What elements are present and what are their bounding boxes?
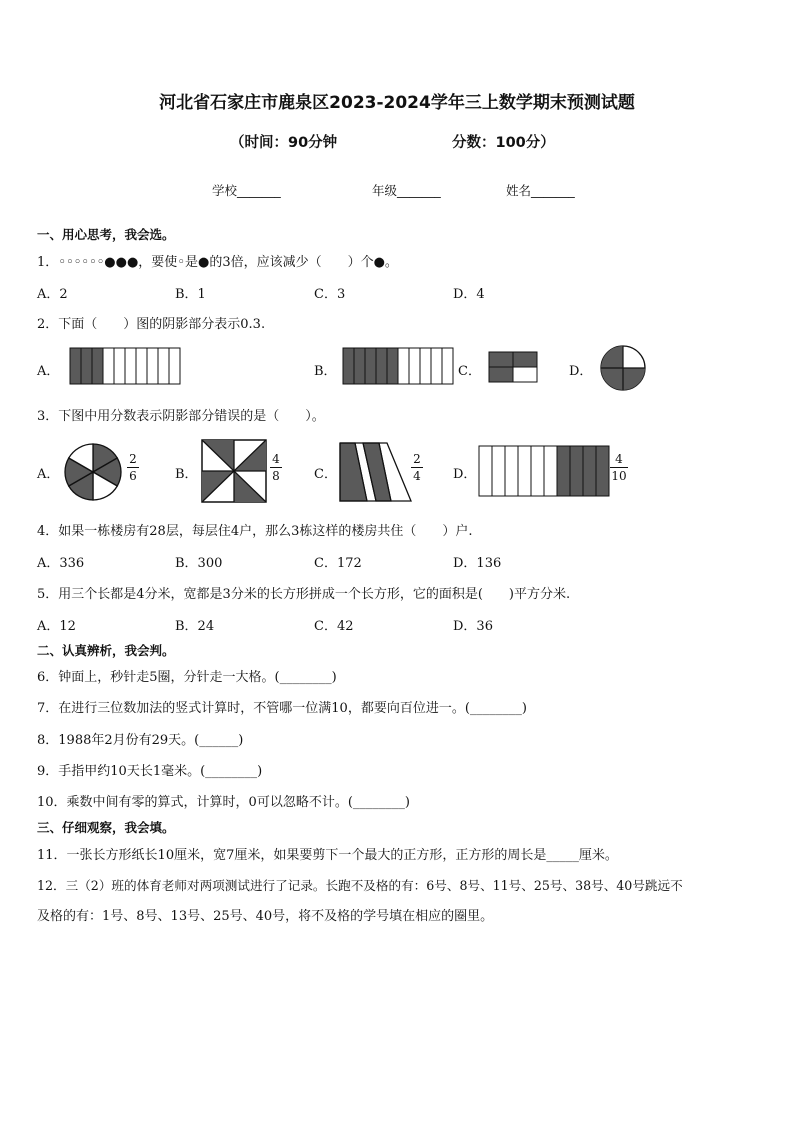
q5-option-b[interactable]: B．24 xyxy=(175,619,215,634)
strip-cell xyxy=(147,348,158,384)
strip-cell xyxy=(354,348,365,384)
strip-cell xyxy=(125,348,136,384)
question-3-text: 3．下图中用分数表示阴影部分错误的是（ ）。 xyxy=(37,409,325,424)
question-10-text: 10．乘数中间有零的算式，计算时，0可以忽略不计。(________) xyxy=(37,795,410,810)
strip-cell xyxy=(583,446,596,496)
strip-cell xyxy=(479,446,492,496)
strip-cell xyxy=(570,446,583,496)
question-2-text: 2．下面（ ）图的阴影部分表示0.3. xyxy=(37,317,266,332)
q3-fraction-d-num: 4 xyxy=(615,452,623,466)
q2-figure-b xyxy=(341,346,455,386)
strip-cell xyxy=(70,348,81,384)
grade-field[interactable]: 年级_______ xyxy=(372,183,441,198)
strip-cell xyxy=(409,348,420,384)
q3-fraction-a-num: 2 xyxy=(129,452,137,466)
q3-figure-a xyxy=(63,442,123,502)
q3-label-c[interactable]: C． xyxy=(314,467,337,482)
question-5-text: 5．用三个长都是4分米，宽都是3分米的长方形拼成一个长方形，它的面积是( )平方分米. xyxy=(37,587,571,602)
section-3-heading: 三、仔细观察，我会填。 xyxy=(37,820,175,835)
q3-fraction-b-den: 8 xyxy=(272,469,280,483)
q3-fraction-c xyxy=(411,452,423,483)
strip-cell xyxy=(103,348,114,384)
q4-option-a[interactable]: A．336 xyxy=(37,556,85,571)
strip-cell xyxy=(518,446,531,496)
q4-option-b[interactable]: B．300 xyxy=(175,556,223,571)
strip-cell xyxy=(544,446,557,496)
question-11-text: 11．一张长方形纸长10厘米，宽7厘米，如果要剪下一个最大的正方形，正方形的周长是_____厘米。 xyxy=(37,848,618,863)
strip-cell xyxy=(136,348,147,384)
strip-cell xyxy=(169,348,180,384)
q2-figure-c xyxy=(488,351,540,385)
section-2-heading: 二、认真辨析，我会判。 xyxy=(37,643,175,658)
strip-cell xyxy=(505,446,518,496)
q4-option-d[interactable]: D．136 xyxy=(453,556,502,571)
q3-fraction-a-den: 6 xyxy=(129,469,137,483)
q2-label-a[interactable]: A． xyxy=(37,364,60,379)
question-9-text: 9．手指甲约10天长1毫米。(________) xyxy=(37,764,263,779)
q2-figure-a xyxy=(68,346,182,386)
q3-label-b[interactable]: B． xyxy=(175,467,198,482)
strip-cell xyxy=(158,348,169,384)
exam-time: （时间：90分钟 xyxy=(230,135,338,151)
q3-fraction-c-den: 4 xyxy=(413,469,421,483)
q5-option-d[interactable]: D．36 xyxy=(453,619,493,634)
q3-fraction-b-num: 4 xyxy=(272,452,280,466)
q3-fraction-d xyxy=(610,452,628,483)
strip-cell xyxy=(343,348,354,384)
strip-cell xyxy=(557,446,570,496)
question-8-text: 8．1988年2月份有29天。(______) xyxy=(37,733,244,748)
q3-figure-d xyxy=(477,444,611,498)
strip-cell xyxy=(376,348,387,384)
q2-label-c[interactable]: C． xyxy=(458,364,481,379)
q2-figure-d xyxy=(598,344,648,392)
q5-option-a[interactable]: A．12 xyxy=(37,619,76,634)
question-6-text: 6．钟面上，秒针走5圈，分针走一大格。(________) xyxy=(37,670,337,685)
strip-cell xyxy=(365,348,376,384)
strip-cell xyxy=(431,348,442,384)
q5-option-c[interactable]: C．42 xyxy=(314,619,354,634)
strip-cell xyxy=(596,446,609,496)
question-7-text: 7．在进行三位数加法的竖式计算时，不管哪一位满10，都要向百位进一。(________) xyxy=(37,701,527,716)
strip-cell xyxy=(442,348,453,384)
question-1-text: 1．◦◦◦◦◦◦●●●，要使◦是●的3倍，应该减少（ ）个●。 xyxy=(37,255,398,270)
question-12-line-2: 及格的有：1号、8号、13号、25号、40号，将不及格的学号填在相应的圈里。 xyxy=(37,909,494,924)
strip-cell xyxy=(398,348,409,384)
question-12-line-1: 12．三（2）班的体育老师对两项测试进行了记录。长跑不及格的有：6号、8号、11号、25号、38号、40号跳远不 xyxy=(37,878,683,893)
q2-label-d[interactable]: D． xyxy=(569,364,593,379)
q3-fraction-d-den: 10 xyxy=(611,469,627,483)
strip-cell xyxy=(114,348,125,384)
strip-cell xyxy=(387,348,398,384)
strip-cell xyxy=(492,446,505,496)
strip-cell xyxy=(92,348,103,384)
q3-fraction-b xyxy=(270,452,282,483)
strip-cell xyxy=(531,446,544,496)
q1-option-a[interactable]: A．2 xyxy=(37,287,68,302)
q2-label-b[interactable]: B． xyxy=(314,364,337,379)
q1-option-c[interactable]: C．3 xyxy=(314,287,346,302)
exam-score: 分数：100分） xyxy=(452,135,555,151)
q3-figure-b xyxy=(200,438,270,504)
section-1-heading: 一、用心思考，我会选。 xyxy=(37,227,175,242)
strip-cell xyxy=(420,348,431,384)
strip-cell xyxy=(81,348,92,384)
q3-fraction-a xyxy=(127,452,139,483)
name-field[interactable]: 姓名_______ xyxy=(506,183,575,198)
q3-label-a[interactable]: A． xyxy=(37,467,60,482)
q3-figure-c xyxy=(337,440,415,504)
q3-fraction-c-num: 2 xyxy=(413,452,421,466)
page-title: 河北省石家庄市鹿泉区2023-2024学年三上数学期末预测试题 xyxy=(159,93,635,113)
q4-option-c[interactable]: C．172 xyxy=(314,556,362,571)
q1-option-b[interactable]: B．1 xyxy=(175,287,206,302)
question-4-text: 4．如果一栋楼房有28层，每层住4户，那么3栋这样的楼房共住（ ）户. xyxy=(37,524,473,539)
q3-label-d[interactable]: D． xyxy=(453,467,477,482)
q1-option-d[interactable]: D．4 xyxy=(453,287,485,302)
school-field[interactable]: 学校_______ xyxy=(212,183,281,198)
